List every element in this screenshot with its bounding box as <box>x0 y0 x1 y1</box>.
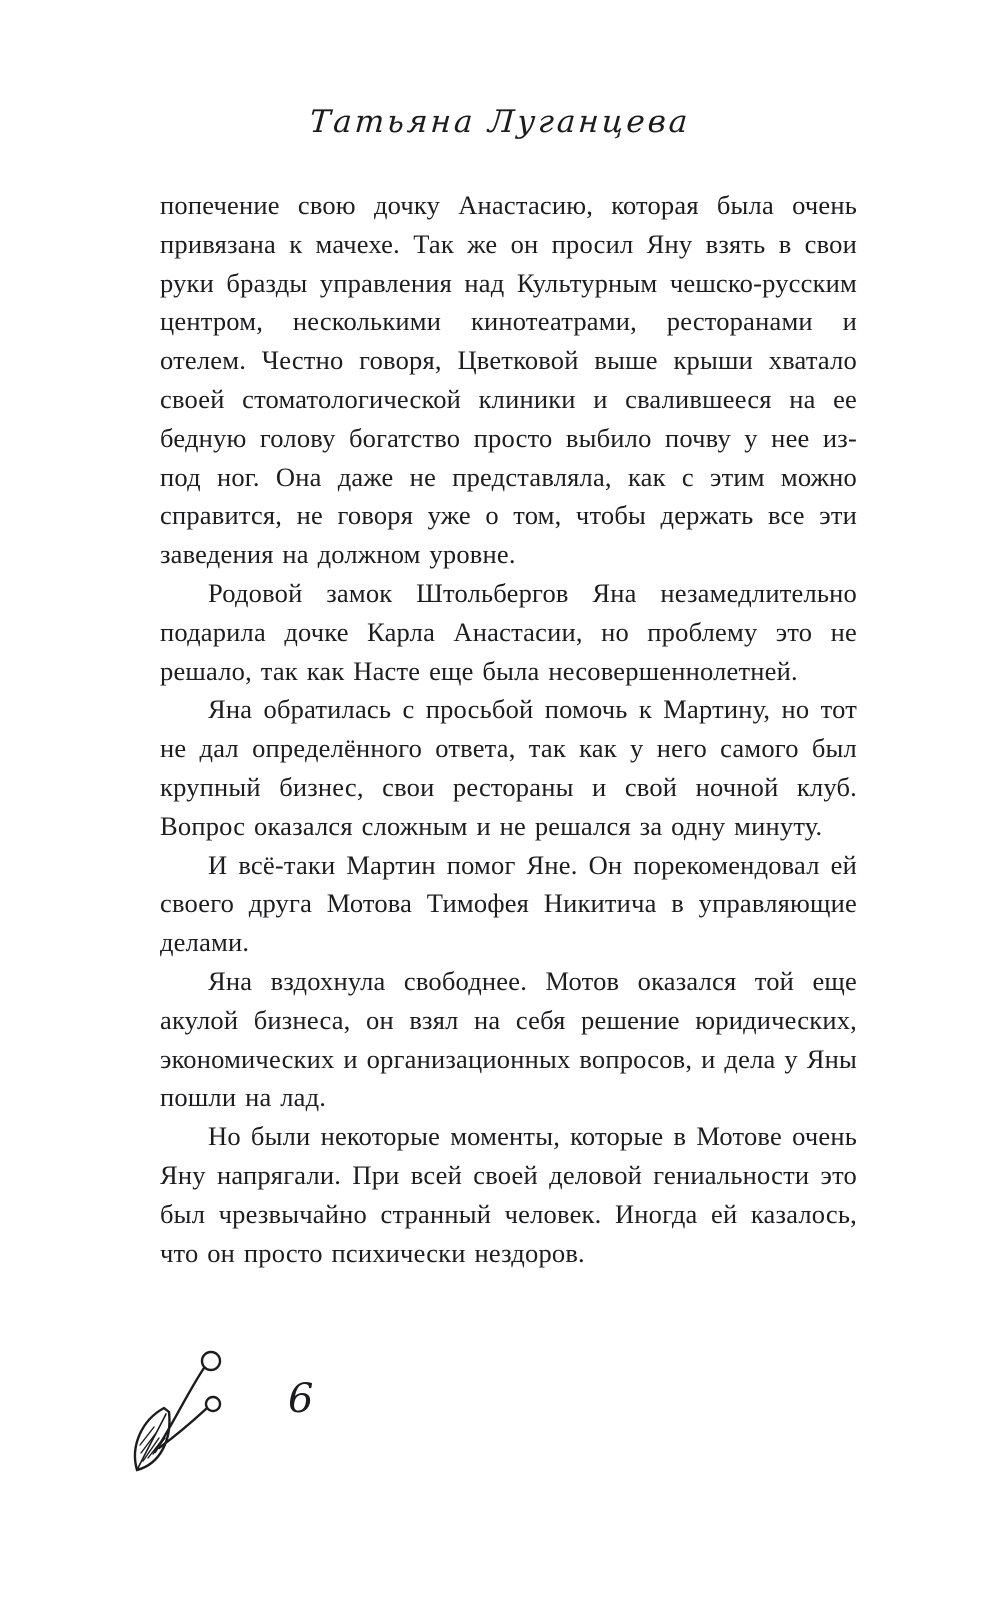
body-text-block <box>160 186 857 1272</box>
paragraph: Яна вздохнула свободнее. Мотов оказался той еще акулой бизнеса, он взял на себя решение юридических, экономических и организационных вопросов, и дела у Яны пошли на лад. <box>160 965 857 1113</box>
flower-sketch-icon <box>122 1348 246 1476</box>
running-head-author: Татьяна Луганцева <box>308 104 692 140</box>
paragraph: Яна обратилась с просьбой помочь к Мартину, но тот не дал определённого ответа, так как у него самого был крупный бизнес, свои рестораны и свой ночной клуб. Вопрос оказался сложным и не решался за одну минуту. <box>160 694 857 841</box>
page-footer <box>122 1348 313 1476</box>
paragraph: Но были некоторые моменты, которые в Мотове очень Яну напрягали. При всей своей деловой гениальности это был чрезвычайно странный человек. Иногда ей казалось, что он просто психически нездоров. <box>160 1121 857 1268</box>
paragraph: Родовой замок Штольбергов Яна незамедлительно подарила дочке Карла Анастасии, но проблему это не решало, так как Насте еще была несовершеннолетней. <box>160 577 857 686</box>
page-number: 6 <box>288 1376 314 1422</box>
paragraph: попечение свою дочку Анастасию, которая была очень привязана к мачехе. Так же он просил Яну взять в свои руки бразды управления над Культурным чешско-русским центром, несколькими кинотеатрами, ресторанами и отелем. Честно говоря, Цветковой выше крыши хватало своей стоматологической клиники и свалившееся на ее бедную голову богатство просто выбило почву у нее из-под ног. Она даже не представляла, как с этим можно справится, не говоря уже о том, чтобы держать все эти заведения на должном уровне. <box>160 190 857 570</box>
paragraph: И всё-таки Мартин помог Яне. Он порекомендовал ей своего друга Мотова Тимофея Никитича в управляющие делами. <box>160 849 857 958</box>
